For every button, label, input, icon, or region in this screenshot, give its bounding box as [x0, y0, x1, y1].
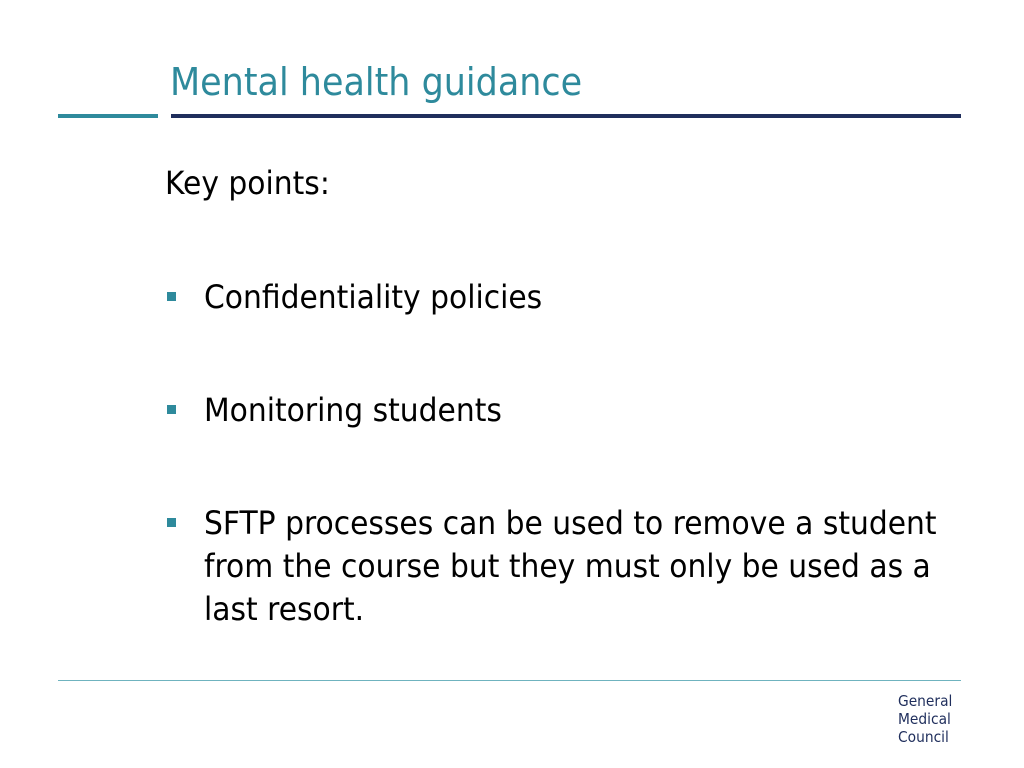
- bullet-item: [165, 502, 945, 631]
- bullet-item: [165, 276, 945, 319]
- title-accent-rule: [58, 114, 158, 118]
- bullet-text: SFTP processes can be used to remove a student from the course but they must only be used as a last resort.: [204, 504, 937, 628]
- gmc-logo: [898, 692, 968, 746]
- slide-title: Mental health guidance: [170, 60, 583, 104]
- square-bullet-icon: [167, 405, 176, 414]
- square-bullet-icon: [167, 292, 176, 301]
- bullet-text: Monitoring students: [204, 391, 502, 429]
- intro-text: Key points:: [165, 164, 330, 202]
- title-rule: [171, 114, 961, 118]
- bullet-list: [165, 276, 945, 701]
- bullet-item: [165, 389, 945, 432]
- bullet-text: Confidentiality policies: [204, 278, 543, 316]
- footer-rule: [58, 680, 961, 681]
- logo-line: General: [898, 692, 953, 710]
- logo-line: Council: [898, 728, 949, 746]
- square-bullet-icon: [167, 518, 176, 527]
- logo-line: Medical: [898, 710, 951, 728]
